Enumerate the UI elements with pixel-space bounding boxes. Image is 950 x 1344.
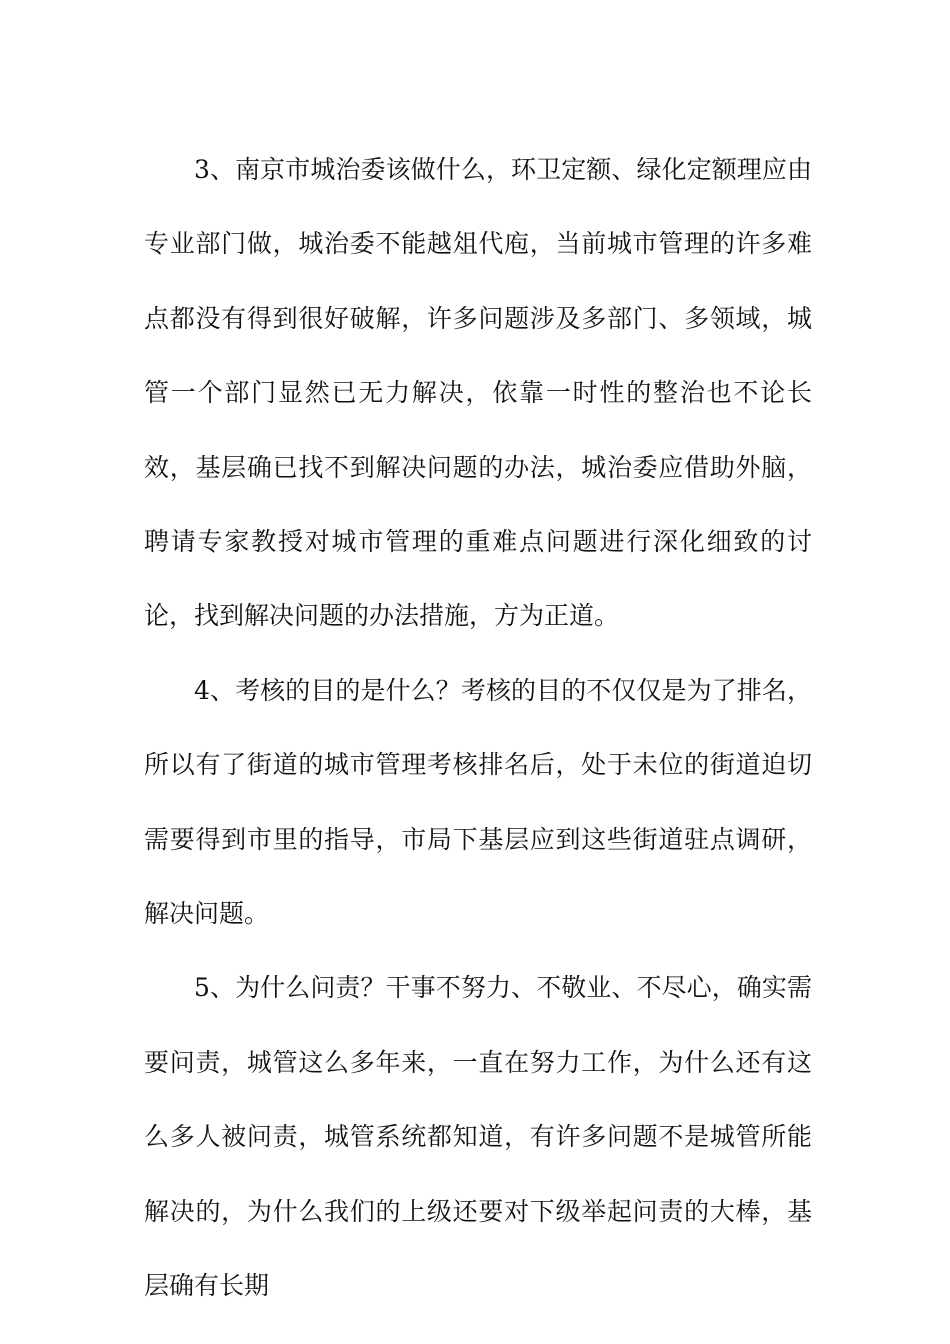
paragraph-3: 3、南京市城治委该做什么，环卫定额、绿化定额理应由专业部门做，城治委不能越俎代庖，当前城市管理的许多难点都没有得到很好破解，许多问题涉及多部门、多领域，城管一个部门显然已无力解决，依靠一时性的整治也不论长效，基层确已找不到解决问题的办法，城治委应借助外脑，聘请专家教授对城市管理的重难点问题进行深化细致的讨论，找到解决问题的办法措施，方为正道。: [144, 155, 812, 631]
document-body: [144, 133, 812, 1324]
paragraph-5: 5、为什么问责？干事不努力、不敬业、不尽心，确实需要问责，城管这么多年来，一直在努力工作，为什么还有这么多人被问责，城管系统都知道，有许多问题不是城管所能解决的，为什么我们的上级还要对下级举起问责的大棒，基层确有长期: [144, 973, 812, 1301]
paragraph-4: 4、考核的目的是什么？考核的目的不仅仅是为了排名，所以有了街道的城市管理考核排名后，处于未位的街道迫切需要得到市里的指导，市局下基层应到这些街道驻点调研，解决问题。: [144, 675, 812, 929]
